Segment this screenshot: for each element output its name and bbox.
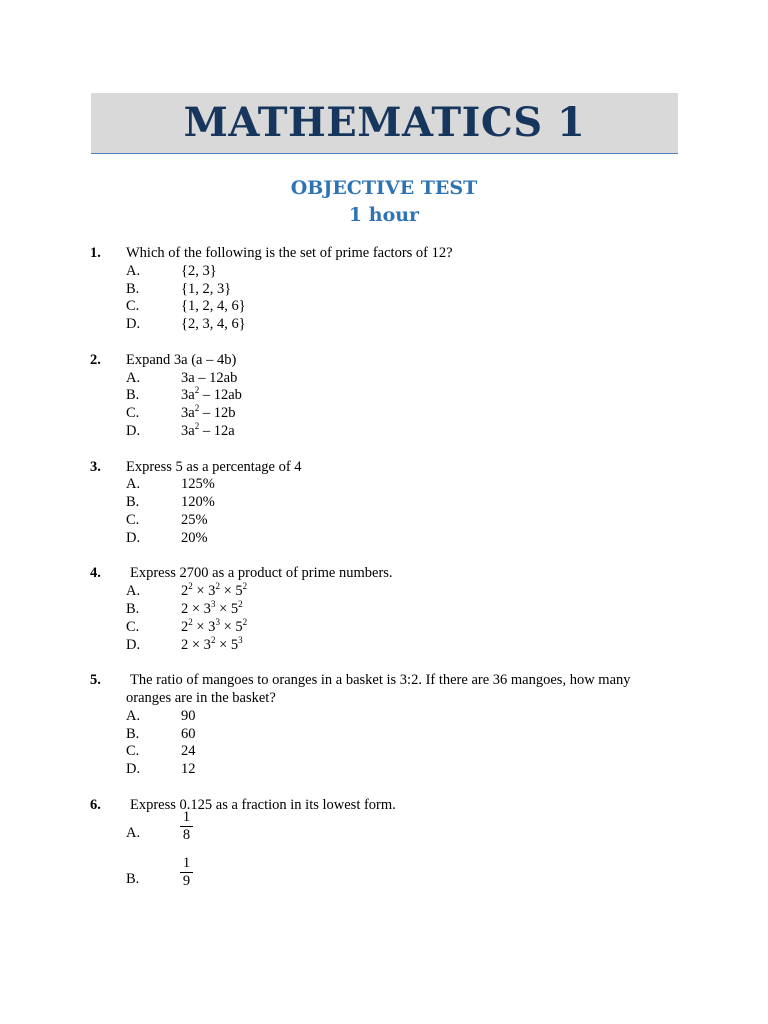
option-a (126, 263, 690, 281)
option-text: 125% (181, 476, 215, 493)
factor-text: 2 (181, 618, 189, 635)
option-text (181, 387, 242, 405)
option-letter: A. (126, 476, 141, 493)
option-text (181, 420, 235, 441)
exponent: 3 (238, 634, 243, 645)
question-6 (90, 797, 690, 907)
option-letter: C. (126, 511, 140, 528)
fraction-numerator: 1 (182, 808, 191, 825)
question-4 (90, 565, 690, 654)
question-3 (90, 459, 690, 548)
option-b (126, 494, 690, 512)
option-d (126, 530, 690, 548)
option-letter: A. (126, 707, 141, 724)
option-d (126, 316, 690, 334)
option-text: {2, 3} (181, 262, 217, 279)
fraction-denominator: 9 (182, 872, 191, 889)
option-text: 24 (181, 743, 196, 760)
test-duration: 1 hour (348, 204, 420, 226)
option-a (126, 370, 690, 388)
factor-text: × 5 (219, 583, 243, 600)
question-text: Express 5 as a percentage of 4 (126, 458, 302, 475)
expression-rest: – 12a (199, 422, 235, 439)
factor-text: × 5 (219, 618, 243, 635)
exponent: 2 (242, 581, 248, 592)
title-banner (91, 93, 678, 154)
option-letter: B. (126, 494, 140, 511)
option-letter: D. (126, 761, 141, 778)
option-c (126, 512, 690, 530)
exponent: 2 (242, 616, 248, 627)
expression-base: 3a (181, 387, 195, 404)
option-c (126, 743, 690, 761)
exponent: 2 (188, 581, 193, 592)
option-d (126, 761, 690, 779)
question-number: 3. (90, 458, 101, 475)
option-text (181, 405, 235, 423)
question-2 (90, 352, 690, 441)
option-text (181, 634, 243, 655)
question-1 (90, 245, 690, 334)
exponent: 2 (238, 598, 243, 609)
option-letter: A. (126, 824, 141, 841)
option-d (126, 420, 690, 441)
question-list (90, 245, 690, 924)
question-text: Express 2700 as a product of prime numbers. (130, 565, 393, 582)
expression-rest: – 12b (199, 405, 236, 422)
question-number: 1. (90, 245, 101, 261)
option-a (126, 476, 690, 494)
option-a (126, 808, 690, 861)
factor-text: × 3 (192, 618, 216, 635)
factor-text: 2 × 3 (181, 636, 211, 653)
option-letter: A. (126, 583, 141, 600)
exponent: 2 (194, 403, 200, 414)
question-number: 2. (90, 351, 101, 368)
question-number: 6. (90, 796, 101, 813)
question-text-line-2: oranges are in the basket? (126, 689, 276, 706)
option-c (126, 405, 690, 423)
factor-text: × 5 (215, 636, 239, 653)
option-text: 20% (181, 529, 208, 546)
question-text: Expand 3a (a – 4b) (126, 351, 237, 368)
option-letter: B. (126, 387, 140, 404)
exponent: 2 (210, 634, 216, 645)
question-text: Which of the following is the set of prime factors of 12? (126, 245, 453, 261)
exponent: 2 (194, 420, 200, 431)
exponent: 2 (194, 385, 200, 396)
option-letter: A. (126, 369, 141, 386)
option-d (126, 634, 690, 655)
page-title: MATHEMATICS 1 (183, 99, 586, 146)
fraction-denominator: 8 (182, 826, 191, 843)
test-type: OBJECTIVE TEST (290, 177, 478, 199)
exponent: 2 (188, 616, 193, 627)
fraction (181, 809, 192, 844)
question-number: 4. (90, 565, 101, 582)
option-letter: B. (126, 280, 140, 297)
option-text: 60 (181, 725, 196, 742)
option-b (126, 726, 690, 744)
question-text-line-1: The ratio of mangoes to oranges in a basket is 3:2. If there are 36 mangoes, how many (130, 672, 631, 689)
question-5 (90, 672, 690, 779)
option-letter: C. (126, 405, 140, 422)
factor-text: 2 (181, 583, 189, 600)
option-letter: B. (126, 600, 140, 617)
option-text: {1, 2, 3} (181, 280, 232, 297)
fraction-numerator: 1 (182, 854, 191, 871)
option-letter: C. (126, 743, 140, 760)
expression-base: 3a (181, 422, 195, 439)
option-letter: D. (126, 316, 141, 333)
exponent: 2 (215, 581, 220, 592)
option-letter: D. (126, 636, 141, 653)
option-text: 90 (181, 707, 196, 724)
option-text: {1, 2, 4, 6} (181, 298, 246, 315)
option-text: 3a – 12ab (181, 369, 238, 386)
option-letter: B. (126, 870, 140, 887)
option-c (126, 298, 690, 316)
option-text: 12 (181, 761, 196, 778)
option-b (126, 281, 690, 299)
option-letter: A. (126, 262, 141, 279)
factor-text: 2 × 3 (181, 600, 211, 617)
option-letter: C. (126, 298, 140, 315)
option-b (126, 387, 690, 405)
exponent: 3 (210, 598, 216, 609)
exponent: 3 (215, 616, 220, 627)
option-text: 120% (181, 494, 215, 511)
option-b (126, 598, 690, 619)
expression-rest: – 12ab (199, 387, 242, 404)
option-letter: B. (126, 725, 140, 742)
question-number: 5. (90, 672, 101, 689)
option-text: 25% (181, 511, 208, 528)
option-letter: D. (126, 529, 141, 546)
option-letter: C. (126, 618, 140, 635)
option-b (126, 854, 690, 907)
option-text: {2, 3, 4, 6} (181, 316, 246, 333)
fraction (181, 855, 192, 890)
question-text: Express 0.125 as a fraction in its lowest form. (130, 796, 396, 813)
factor-text: × 5 (215, 600, 239, 617)
factor-text: × 3 (192, 583, 216, 600)
option-letter: D. (126, 422, 141, 439)
option-a (126, 708, 690, 726)
expression-base: 3a (181, 405, 195, 422)
